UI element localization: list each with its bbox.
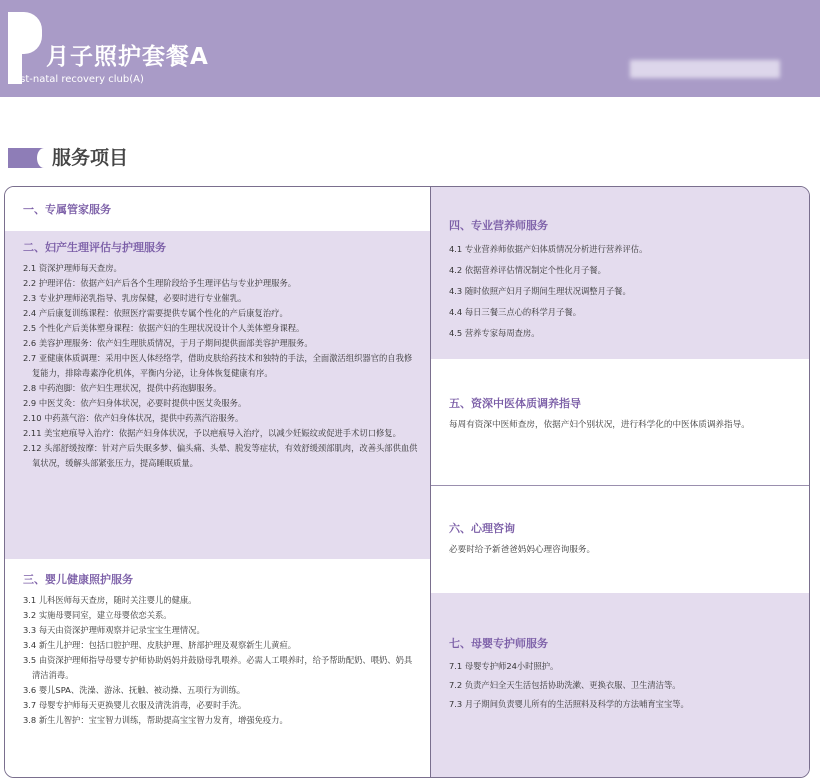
list-item: 7.3 月子期间负责婴儿所有的生活照料及科学的方法哺育宝宝等。 — [449, 699, 689, 709]
list-item: 3.4 新生儿护理：包括口腔护理、皮肤护理、脐部护理及观察新生儿黄疸。 — [23, 640, 297, 650]
section-2 — [5, 231, 430, 559]
banner-title: 月子照护套餐A — [46, 44, 209, 70]
section-7 — [431, 593, 810, 778]
banner-subtitle: ost-natal recovery club(A) — [14, 74, 144, 85]
list-item: 2.7 亚健康体质调理：采用中医人体经络学，借助皮肤给药技术和独特的手法，全面激活组织器官的自我修复能力，排除毒素净化机体，平衡内分泌，让身体恢复健康有序。 — [23, 353, 413, 378]
section-5-heading: 五、资深中医体质调养指导 — [449, 397, 581, 410]
list-item: 2.10 中药蒸气浴：依产妇身体状况，提供中药蒸汽浴服务。 — [23, 413, 244, 423]
list-item: 3.3 每天由资深护理师观察并记录宝宝生理情况。 — [23, 625, 205, 635]
section-2-heading: 二、妇产生理评估与护理服务 — [23, 241, 166, 254]
section-6 — [431, 486, 810, 593]
list-item: 7.2 负责产妇全天生活包括协助洗漱、更换衣服、卫生清洁等。 — [449, 680, 681, 690]
list-item: 4.5 营养专家每周查房。 — [449, 328, 540, 338]
list-item: 2.4 产后康复训练课程：依照医疗需要提供专属个性化的产后康复治疗。 — [23, 308, 288, 318]
list-item: 3.6 婴儿SPA、洗澡、游泳、抚触、被动操、五项行为训练。 — [23, 685, 246, 695]
list-item: 3.1 儿科医师每天查房，随时关注婴儿的健康。 — [23, 595, 197, 605]
services-card — [4, 186, 810, 778]
left-column — [5, 187, 430, 777]
list-item: 2.2 护理评估：依据产妇产后各个生理阶段给予生理评估与专业护理服务。 — [23, 278, 297, 288]
list-item: 3.7 母婴专护师每天更换婴儿衣服及清洗消毒，必要时手洗。 — [23, 700, 247, 710]
section-5-text: 每周有资深中医师查房，依据产妇个别状况，进行科学化的中医体质调养指导。 — [449, 420, 750, 430]
section-6-heading: 六、心理咨询 — [449, 522, 515, 535]
list-item: 4.2 依据营养评估情况制定个性化月子餐。 — [449, 265, 606, 275]
section-bar-decoration — [8, 148, 44, 168]
section-title: 服务项目 — [52, 147, 129, 169]
section-4-heading: 四、专业营养师服务 — [449, 219, 548, 232]
right-column — [430, 187, 810, 777]
list-item: 2.11 美宝疤痕导入治疗：依据产妇身体状况，予以疤痕导入治疗，以减少妊娠纹或促进手术切口修复。 — [23, 428, 401, 438]
header-banner — [0, 0, 820, 97]
list-item: 2.3 专业护理师泌乳指导、乳房保健，必要时进行专业催乳。 — [23, 293, 247, 303]
blurred-logo — [630, 60, 780, 78]
section-3-heading: 三、婴儿健康照护服务 — [23, 573, 133, 586]
list-item: 2.6 美容护理服务：依产妇生理肤质情况，于月子期间提供面部美容护理服务。 — [23, 338, 313, 348]
list-item: 2.12 头部舒缓按摩：针对产后失眠多梦、偏头痛、头晕、脱发等症状，有效舒缓颈部肌肉，改善头部供血供氧状况，缓解头部紧张压力，提高睡眠质量。 — [23, 443, 418, 468]
list-item: 7.1 母婴专护师24小时照护。 — [449, 661, 559, 671]
list-item: 4.3 随时依照产妇月子期间生理状况调整月子餐。 — [449, 286, 631, 296]
list-item: 4.4 每日三餐三点心的科学月子餐。 — [449, 307, 581, 317]
section-3 — [5, 559, 430, 778]
list-item: 4.1 专业营养师依据产妇体质情况分析进行营养评估。 — [449, 244, 648, 254]
list-item: 2.5 个性化产后美体塑身课程：依据产妇的生理状况设计个人美体塑身课程。 — [23, 323, 305, 333]
list-item: 2.8 中药泡脚：依产妇生理状况，提供中药泡脚服务。 — [23, 383, 222, 393]
section-4 — [431, 187, 810, 359]
list-item: 3.5 由资深护理师指导母婴专护师协助妈妈并鼓励母乳喂养。必需人工喂养时，给予帮助配奶、喂奶、奶具清洁消毒。 — [23, 655, 413, 680]
section-7-heading: 七、母婴专护师服务 — [449, 637, 548, 650]
section-1 — [5, 187, 430, 231]
section-1-heading: 一、专属管家服务 — [23, 203, 111, 216]
list-item: 3.2 实施母婴同室，建立母婴依恋关系。 — [23, 610, 172, 620]
section-6-text: 必要时给予新爸爸妈妈心理咨询服务。 — [449, 545, 596, 555]
section-5 — [431, 359, 810, 485]
list-item: 2.1 资深护理师每天查房。 — [23, 263, 122, 273]
list-item: 3.8 新生儿智护：宝宝智力训练，帮助提高宝宝智力发育，增强免疫力。 — [23, 715, 288, 725]
list-item: 2.9 中医艾灸：依产妇身体状况，必要时提供中医艾灸服务。 — [23, 398, 247, 408]
